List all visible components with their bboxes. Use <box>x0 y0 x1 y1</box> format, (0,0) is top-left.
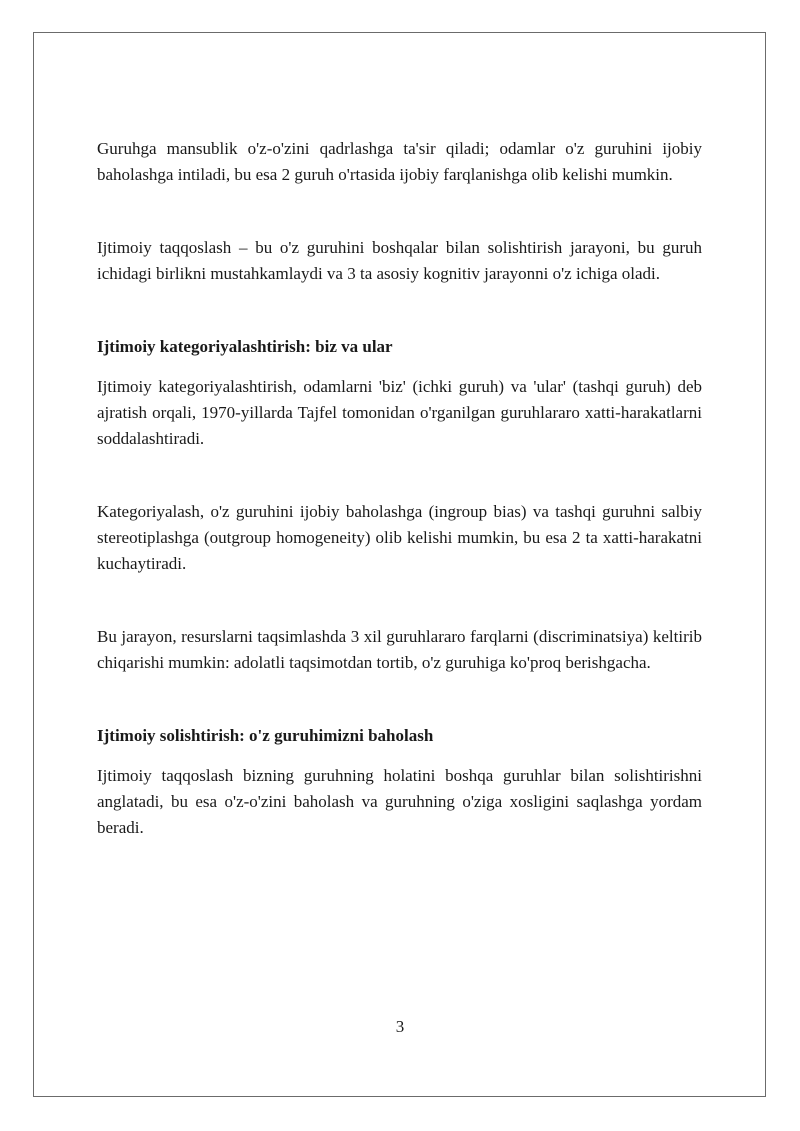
comparison-paragraph-1: Ijtimoiy taqqoslash bizning guruhning holatini boshqa guruhlar bilan solishtirishni anglatadi, bu esa o'z-o'zini baholash va guruhning o'ziga xosligini saqlashga yordam beradi. <box>97 766 702 837</box>
section-heading-comparison: Ijtimoiy solishtirish: o'z guruhimizni baholash <box>97 726 434 745</box>
section-heading-categorization: Ijtimoiy kategoriyalashtirish: biz va ular <box>97 337 393 356</box>
intro-paragraph-1: Guruhga mansublik o'z-o'zini qadrlashga ta'sir qiladi; odamlar o'z guruhini ijobiy baholashga intiladi, bu esa 2 guruh o'rtasida ijobiy farqlanishga olib kelishi mumkin. <box>97 139 702 184</box>
categorization-paragraph-2: Kategoriyalash, o'z guruhini ijobiy baholashga (ingroup bias) va tashqi guruhni salbiy stereotiplashga (outgroup homogeneity) olib kelishi mumkin, bu esa 2 ta xatti-harakatni kuchaytiradi. <box>97 502 702 573</box>
page-content <box>97 136 702 841</box>
categorization-paragraph-3: Bu jarayon, resurslarni taqsimlashda 3 xil guruhlararo farqlarni (discriminatsiya) keltirib chiqarishi mumkin: adolatli taqsimotdan tortib, o'z guruhiga ko'proq berishgacha. <box>97 627 702 672</box>
categorization-paragraph-1: Ijtimoiy kategoriyalashtirish, odamlarni 'biz' (ichki guruh) va 'ular' (tashqi guruh) deb ajratish orqali, 1970-yillarda Tajfel tomonidan o'rganilgan guruhlararo xatti-harakatlarni soddalashtiradi. <box>97 377 702 448</box>
intro-paragraph-2: Ijtimoiy taqqoslash – bu o'z guruhini boshqalar bilan solishtirish jarayoni, bu guruh ichidagi birlikni mustahkamlaydi va 3 ta asosiy kognitiv jarayonni o'z ichiga oladi. <box>97 238 702 283</box>
page-number: 3 <box>395 1017 405 1036</box>
